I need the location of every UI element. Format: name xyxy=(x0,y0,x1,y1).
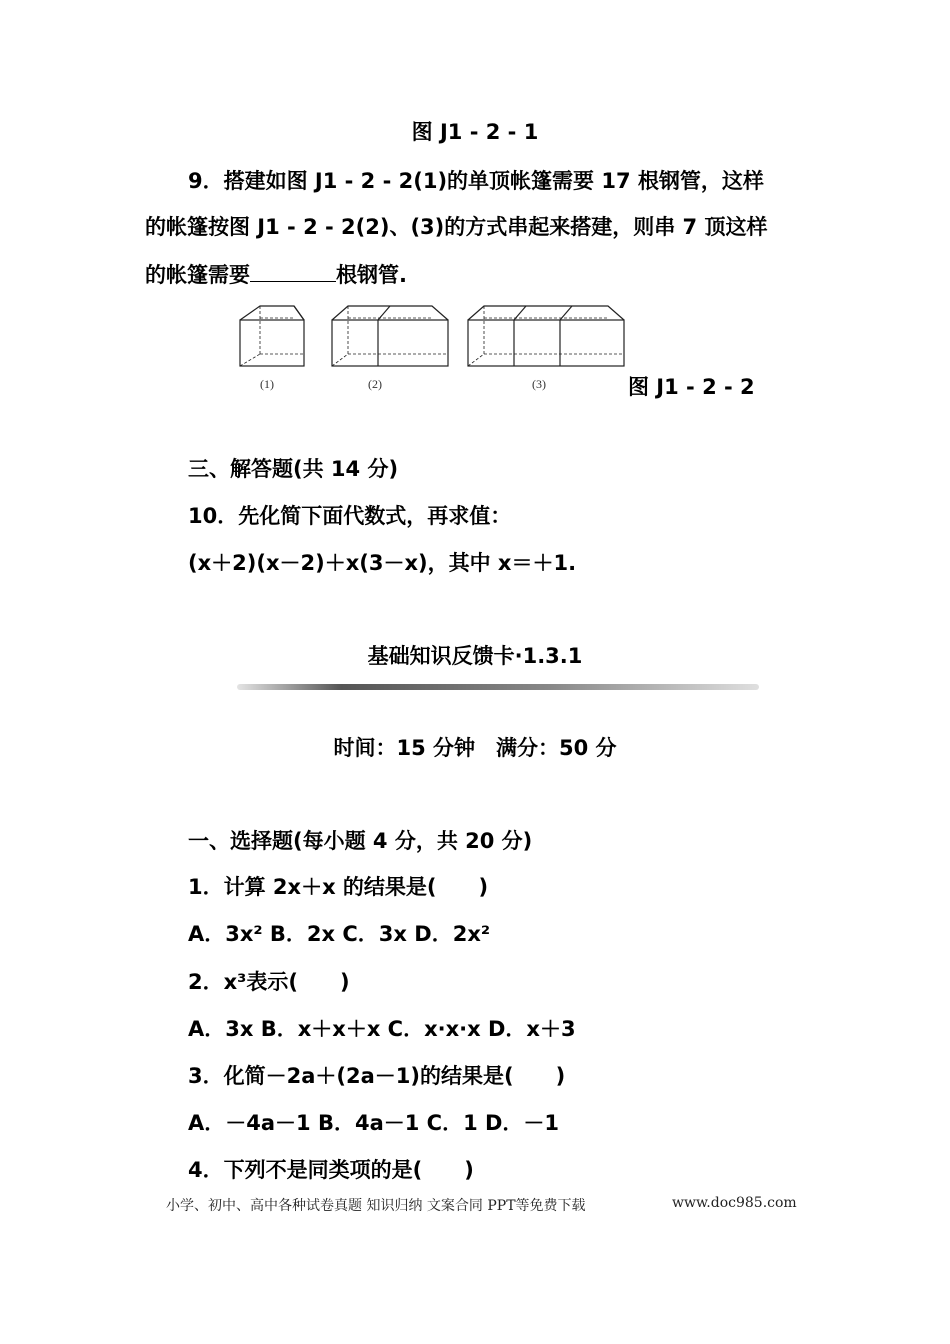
section-3-heading: 三、解答题(共 14 分) xyxy=(188,457,399,481)
question-2-options: A．3x B．x＋x＋x C．x·x·x D．x＋3 xyxy=(188,1017,576,1041)
section-1-heading: 一、选择题(每小题 4 分，共 20 分) xyxy=(188,829,533,853)
tent-single xyxy=(240,306,304,366)
tent-triple xyxy=(468,306,624,366)
tent-double xyxy=(332,306,448,366)
footer-text: 小学、初中、高中各种试卷真题 知识归纳 文案合同 PPT等免费下载 xyxy=(166,1198,586,1214)
tent-label-1: (1) xyxy=(260,377,274,391)
figure-caption-2: 图 J1 - 2 - 2 xyxy=(628,375,755,399)
question-2: 2．x³表示( ) xyxy=(188,970,350,994)
question-4: 4．下列不是同类项的是( ) xyxy=(188,1158,474,1182)
question-10-line-1: 10．先化简下面代数式，再求值： xyxy=(188,504,512,528)
question-9-line-3-end: 根钢管. xyxy=(336,263,407,287)
tent-label-2: (2) xyxy=(368,377,382,391)
question-3-options: A．－4a－1 B．4a－1 C．1 D．－1 xyxy=(188,1111,560,1135)
title-divider xyxy=(237,684,759,690)
question-10-line-2: (x＋2)(x－2)＋x(3－x)，其中 x＝＋1. xyxy=(188,551,577,575)
question-3: 3．化简－2a＋(2a－1)的结果是( ) xyxy=(188,1064,566,1088)
question-9-line-3-start: 的帐篷需要 xyxy=(145,263,250,287)
tent-figure xyxy=(230,298,640,398)
question-9-line-1: 9．搭建如图 J1 - 2 - 2(1)的单顶帐篷需要 17 根钢管，这样 xyxy=(188,169,764,193)
time-and-score: 时间：15 分钟 满分：50 分 xyxy=(333,736,617,760)
tent-label-3: (3) xyxy=(532,377,546,391)
question-9-line-2: 的帐篷按图 J1 - 2 - 2(2)、(3)的方式串起来搭建，则串 7 顶这样 xyxy=(145,215,768,239)
figure-caption-1: 图 J1 - 2 - 1 xyxy=(411,120,539,144)
footer-url[interactable]: www.doc985.com xyxy=(672,1195,797,1211)
question-9-line-3 xyxy=(145,263,407,286)
question-1: 1．计算 2x＋x 的结果是( ) xyxy=(188,875,489,899)
question-1-options: A．3x² B．2x C．3x D．2x² xyxy=(188,922,491,946)
answer-blank xyxy=(250,263,336,282)
card-title: 基础知识反馈卡·1.3.1 xyxy=(367,644,583,668)
